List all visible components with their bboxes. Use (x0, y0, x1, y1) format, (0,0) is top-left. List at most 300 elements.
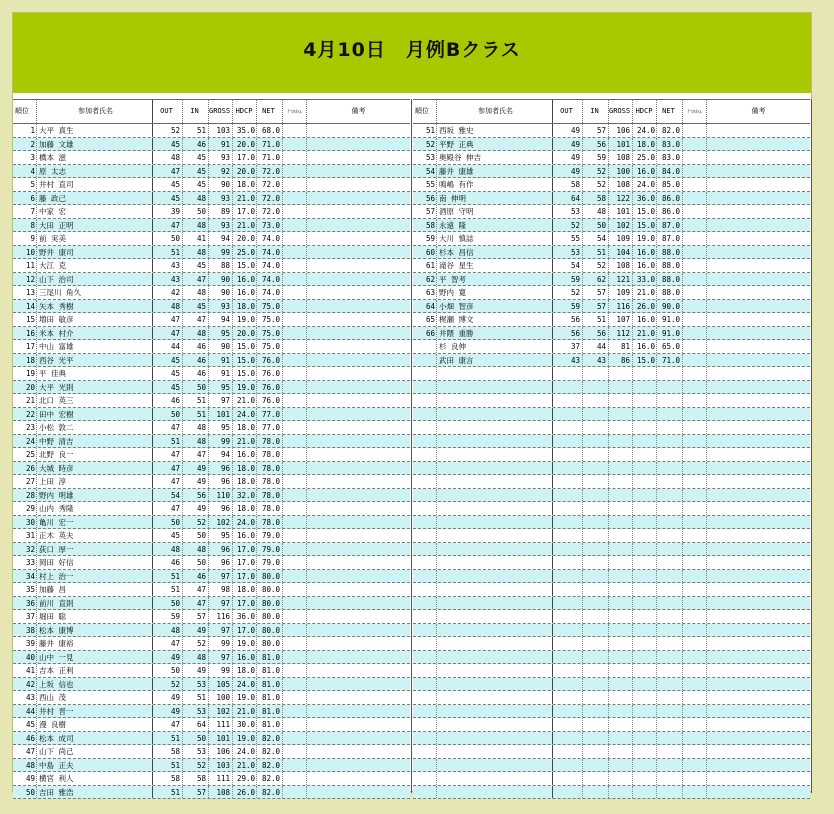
cell-in: 48 (183, 327, 209, 340)
cell-name: 堀田 聡 (37, 610, 153, 623)
cell-name: 西山 茂 (37, 691, 153, 704)
cell-rank (413, 448, 437, 461)
cell-hdcp: 35.0 (233, 124, 257, 137)
cell-gross (609, 772, 633, 785)
cell-extra (683, 286, 707, 299)
cell-net: 80.0 (257, 637, 283, 650)
cell-out (553, 448, 583, 461)
cell-extra (283, 286, 307, 299)
table-row (413, 556, 810, 570)
cell-extra (683, 232, 707, 245)
cell-in: 52 (183, 759, 209, 772)
header-gross: GROSS (209, 100, 233, 123)
cell-hdcp: 24.0 (633, 178, 657, 191)
table-row (13, 259, 410, 273)
cell-extra (283, 448, 307, 461)
cell-name (437, 367, 553, 380)
cell-net: 75.0 (257, 300, 283, 313)
cell-in (583, 678, 609, 691)
cell-rank (413, 354, 437, 367)
cell-rank: 63 (413, 286, 437, 299)
cell-note (307, 651, 410, 664)
cell-name: 大江 克 (37, 259, 153, 272)
cell-gross: 96 (209, 462, 233, 475)
cell-name (437, 759, 553, 772)
cell-name: 加藤 文雄 (37, 138, 153, 151)
cell-out (553, 718, 583, 731)
cell-rank (413, 678, 437, 691)
cell-in: 52 (183, 516, 209, 529)
cell-hdcp: 21.0 (233, 435, 257, 448)
cell-note (707, 313, 810, 326)
cell-hdcp (633, 367, 657, 380)
cell-net (657, 583, 683, 596)
cell-extra (283, 583, 307, 596)
cell-gross (609, 435, 633, 448)
cell-net: 77.0 (257, 408, 283, 421)
cell-name: 吉本 正利 (37, 664, 153, 677)
cell-extra (283, 556, 307, 569)
cell-in: 52 (583, 259, 609, 272)
cell-note (307, 394, 410, 407)
table-row (13, 246, 410, 260)
cell-note (307, 219, 410, 232)
cell-note (707, 597, 810, 610)
cell-out (553, 705, 583, 718)
cell-note (707, 286, 810, 299)
table-row (13, 178, 410, 192)
cell-note (707, 448, 810, 461)
cell-gross: 102 (209, 705, 233, 718)
cell-out: 39 (153, 205, 183, 218)
cell-note (707, 786, 810, 799)
header-note: 備考 (751, 107, 766, 115)
cell-net: 78.0 (257, 489, 283, 502)
cell-hdcp: 21.0 (633, 327, 657, 340)
cell-note (707, 651, 810, 664)
cell-gross: 105 (209, 678, 233, 691)
cell-extra (283, 502, 307, 515)
cell-rank: 43 (13, 691, 37, 704)
cell-name: 岡田 好信 (37, 556, 153, 569)
table-row (413, 232, 810, 246)
table-row (13, 367, 410, 381)
cell-out: 37 (553, 340, 583, 353)
cell-in (583, 381, 609, 394)
cell-name: 前 実美 (37, 232, 153, 245)
cell-in: 49 (183, 624, 209, 637)
cell-out: 55 (553, 232, 583, 245)
cell-extra (283, 651, 307, 664)
cell-rank: 9 (13, 232, 37, 245)
cell-rank: 19 (13, 367, 37, 380)
cell-out: 45 (153, 138, 183, 151)
cell-net: 80.0 (257, 597, 283, 610)
cell-gross: 106 (609, 124, 633, 137)
cell-net (657, 516, 683, 529)
cell-out: 48 (153, 151, 183, 164)
cell-extra (283, 300, 307, 313)
cell-rank: 52 (413, 138, 437, 151)
table-row (413, 745, 810, 759)
cell-note (307, 583, 410, 596)
cell-note (307, 165, 410, 178)
cell-gross: 88 (209, 259, 233, 272)
cell-out: 52 (153, 124, 183, 137)
cell-note (707, 583, 810, 596)
cell-rank (413, 340, 437, 353)
cell-name: 村上 治一 (37, 570, 153, 583)
cell-hdcp: 15.0 (233, 259, 257, 272)
cell-rank: 64 (413, 300, 437, 313)
cell-rank (413, 408, 437, 421)
table-row (13, 313, 410, 327)
cell-net (657, 610, 683, 623)
table-row (413, 583, 810, 597)
cell-name (437, 597, 553, 610)
cell-name: 小畑 智彦 (437, 300, 553, 313)
cell-extra (683, 502, 707, 515)
cell-net: 88.0 (657, 246, 683, 259)
cell-net (657, 745, 683, 758)
cell-hdcp (633, 597, 657, 610)
cell-name (437, 502, 553, 515)
cell-gross (609, 651, 633, 664)
cell-out: 46 (153, 394, 183, 407)
cell-gross: 93 (209, 300, 233, 313)
cell-extra (283, 610, 307, 623)
cell-gross (609, 475, 633, 488)
cell-note (707, 502, 810, 515)
cell-gross (609, 556, 633, 569)
cell-gross (609, 786, 633, 799)
cell-note (707, 138, 810, 151)
cell-extra (283, 772, 307, 785)
cell-net: 86.0 (657, 205, 683, 218)
cell-in: 57 (183, 786, 209, 799)
cell-note (307, 313, 410, 326)
cell-name: 藤井 康雄 (437, 165, 553, 178)
cell-net (657, 475, 683, 488)
cell-gross: 111 (209, 772, 233, 785)
cell-in (583, 421, 609, 434)
cell-name: 武田 康言 (437, 354, 553, 367)
header-name: 参加者氏名 (437, 100, 553, 123)
cell-out (553, 597, 583, 610)
cell-hdcp (633, 435, 657, 448)
cell-out: 47 (153, 313, 183, 326)
cell-gross: 108 (609, 151, 633, 164)
cell-note (307, 448, 410, 461)
cell-gross (609, 610, 633, 623)
cell-name: 山中 一見 (37, 651, 153, 664)
cell-rank: 41 (13, 664, 37, 677)
cell-name: 中野 清吉 (37, 435, 153, 448)
cell-in: 57 (183, 610, 209, 623)
cell-net: 80.0 (257, 624, 283, 637)
cell-in: 49 (183, 475, 209, 488)
cell-name (437, 435, 553, 448)
cell-extra (683, 354, 707, 367)
cell-hdcp: 20.0 (233, 138, 257, 151)
cell-rank: 40 (13, 651, 37, 664)
table-row (13, 502, 410, 516)
cell-note (707, 529, 810, 542)
cell-gross: 91 (209, 354, 233, 367)
cell-note (707, 732, 810, 745)
cell-name: 藤 政己 (37, 192, 153, 205)
cell-gross: 97 (209, 570, 233, 583)
cell-name: 山下 尚己 (37, 745, 153, 758)
cell-out: 43 (153, 259, 183, 272)
cell-name: 山下 治司 (37, 273, 153, 286)
cell-extra (683, 651, 707, 664)
cell-hdcp (633, 786, 657, 799)
cell-note (307, 475, 410, 488)
cell-hdcp: 16.0 (233, 273, 257, 286)
cell-name (437, 448, 553, 461)
cell-extra (683, 570, 707, 583)
cell-note (707, 205, 810, 218)
cell-rank: 10 (13, 246, 37, 259)
cell-name (437, 772, 553, 785)
cell-net (657, 718, 683, 731)
cell-note (307, 192, 410, 205)
cell-net: 80.0 (257, 610, 283, 623)
cell-in (583, 543, 609, 556)
cell-rank: 60 (413, 246, 437, 259)
cell-net: 72.0 (257, 165, 283, 178)
cell-name: 北野 良一 (37, 448, 153, 461)
cell-rank (413, 745, 437, 758)
cell-name: 野内 明雄 (37, 489, 153, 502)
cell-name (437, 570, 553, 583)
cell-rank: 44 (13, 705, 37, 718)
cell-net: 76.0 (257, 367, 283, 380)
cell-gross: 108 (209, 786, 233, 799)
cell-gross (609, 678, 633, 691)
table-row (13, 205, 410, 219)
cell-extra (683, 529, 707, 542)
cell-out: 48 (153, 624, 183, 637)
table-row (13, 556, 410, 570)
cell-out: 47 (153, 327, 183, 340)
table-row (13, 570, 410, 584)
cell-gross: 94 (209, 448, 233, 461)
cell-gross (609, 718, 633, 731)
cell-hdcp: 19.0 (233, 732, 257, 745)
cell-name: 西坂 雅史 (437, 124, 553, 137)
cell-out (553, 394, 583, 407)
table-row (13, 786, 410, 800)
table-row (413, 408, 810, 422)
cell-extra (683, 421, 707, 434)
table-row (413, 475, 810, 489)
cell-out (553, 556, 583, 569)
cell-hdcp: 36.0 (233, 610, 257, 623)
cell-hdcp (633, 489, 657, 502)
cell-rank (413, 664, 437, 677)
cell-note (707, 745, 810, 758)
cell-name (437, 462, 553, 475)
table-row (13, 745, 410, 759)
cell-out: 53 (553, 205, 583, 218)
header-hdcp: HDCP (233, 100, 257, 123)
cell-net: 75.0 (257, 313, 283, 326)
table-row (413, 610, 810, 624)
cell-out: 45 (153, 354, 183, 367)
table-row (413, 664, 810, 678)
cell-gross: 112 (609, 327, 633, 340)
title-banner (13, 13, 811, 93)
cell-out: 49 (553, 165, 583, 178)
cell-in: 50 (183, 381, 209, 394)
cell-rank: 2 (13, 138, 37, 151)
cell-net (657, 772, 683, 785)
cell-note (707, 151, 810, 164)
cell-hdcp: 16.0 (633, 259, 657, 272)
cell-in: 50 (183, 732, 209, 745)
cell-note (707, 340, 810, 353)
cell-rank: 32 (13, 543, 37, 556)
cell-rank (413, 691, 437, 704)
cell-rank: 8 (13, 219, 37, 232)
cell-out: 51 (153, 583, 183, 596)
cell-note (707, 759, 810, 772)
cell-extra (283, 691, 307, 704)
cell-name (437, 718, 553, 731)
cell-gross: 109 (609, 232, 633, 245)
cell-in: 44 (583, 340, 609, 353)
cell-extra (283, 475, 307, 488)
cell-hdcp: 15.0 (633, 354, 657, 367)
cell-note (307, 327, 410, 340)
cell-out: 51 (153, 246, 183, 259)
cell-in: 47 (183, 448, 209, 461)
cell-gross: 99 (209, 435, 233, 448)
cell-rank (413, 529, 437, 542)
cell-extra (283, 529, 307, 542)
cell-net: 86.0 (657, 192, 683, 205)
cell-extra (683, 219, 707, 232)
cell-out: 64 (553, 192, 583, 205)
cell-rank: 29 (13, 502, 37, 515)
cell-note (307, 138, 410, 151)
cell-in: 41 (183, 232, 209, 245)
cell-extra (683, 313, 707, 326)
cell-out: 45 (153, 192, 183, 205)
cell-gross (609, 529, 633, 542)
cell-hdcp (633, 543, 657, 556)
cell-in: 47 (183, 583, 209, 596)
cell-hdcp: 17.0 (233, 151, 257, 164)
cell-note (307, 286, 410, 299)
cell-out: 47 (153, 165, 183, 178)
cell-note (707, 475, 810, 488)
cell-hdcp (633, 529, 657, 542)
cell-net: 82.0 (257, 786, 283, 799)
cell-name (437, 610, 553, 623)
cell-name: 大平 光則 (37, 381, 153, 394)
cell-hdcp (633, 408, 657, 421)
cell-note (307, 408, 410, 421)
cell-gross: 91 (209, 138, 233, 151)
cell-extra (283, 192, 307, 205)
cell-rank: 16 (13, 327, 37, 340)
cell-net: 80.0 (257, 583, 283, 596)
cell-extra (283, 435, 307, 448)
table-row (413, 691, 810, 705)
cell-gross (609, 502, 633, 515)
table-row (13, 759, 410, 773)
cell-extra (683, 516, 707, 529)
table-row (13, 637, 410, 651)
cell-in: 47 (183, 273, 209, 286)
table-row (13, 718, 410, 732)
cell-note (307, 678, 410, 691)
cell-note (307, 516, 410, 529)
cell-name (437, 705, 553, 718)
cell-hdcp: 21.0 (233, 705, 257, 718)
cell-gross (609, 597, 633, 610)
cell-in: 51 (183, 124, 209, 137)
cell-name (437, 786, 553, 799)
cell-note (307, 232, 410, 245)
cell-rank: 17 (13, 340, 37, 353)
table-row (413, 313, 810, 327)
cell-extra (283, 151, 307, 164)
cell-net: 78.0 (257, 462, 283, 475)
cell-extra (683, 192, 707, 205)
table-row (13, 394, 410, 408)
cell-in (583, 759, 609, 772)
cell-net (657, 502, 683, 515)
page-title: 4月10日 月例Bクラス (303, 39, 521, 61)
cell-extra (283, 178, 307, 191)
cell-rank: 35 (13, 583, 37, 596)
table-row (413, 462, 810, 476)
cell-net: 81.0 (257, 651, 283, 664)
cell-out: 58 (153, 772, 183, 785)
cell-out (553, 786, 583, 799)
table-row (13, 151, 410, 165)
cell-in: 52 (583, 178, 609, 191)
cell-net: 71.0 (257, 151, 283, 164)
cell-out: 58 (553, 178, 583, 191)
cell-in (583, 705, 609, 718)
cell-gross: 97 (209, 651, 233, 664)
cell-net (657, 421, 683, 434)
cell-extra (283, 138, 307, 151)
table-row (413, 597, 810, 611)
cell-extra (683, 772, 707, 785)
cell-extra (683, 124, 707, 137)
cell-note (307, 529, 410, 542)
cell-net (657, 664, 683, 677)
cell-in (583, 448, 609, 461)
cell-hdcp: 21.0 (233, 759, 257, 772)
cell-note (707, 610, 810, 623)
cell-in (583, 718, 609, 731)
cell-hdcp: 25.0 (233, 246, 257, 259)
cell-rank (413, 435, 437, 448)
cell-rank: 54 (413, 165, 437, 178)
cell-rank (413, 772, 437, 785)
cell-note (307, 610, 410, 623)
cell-name: 西谷 光平 (37, 354, 153, 367)
cell-hdcp: 15.0 (633, 205, 657, 218)
cell-hdcp: 33.0 (633, 273, 657, 286)
